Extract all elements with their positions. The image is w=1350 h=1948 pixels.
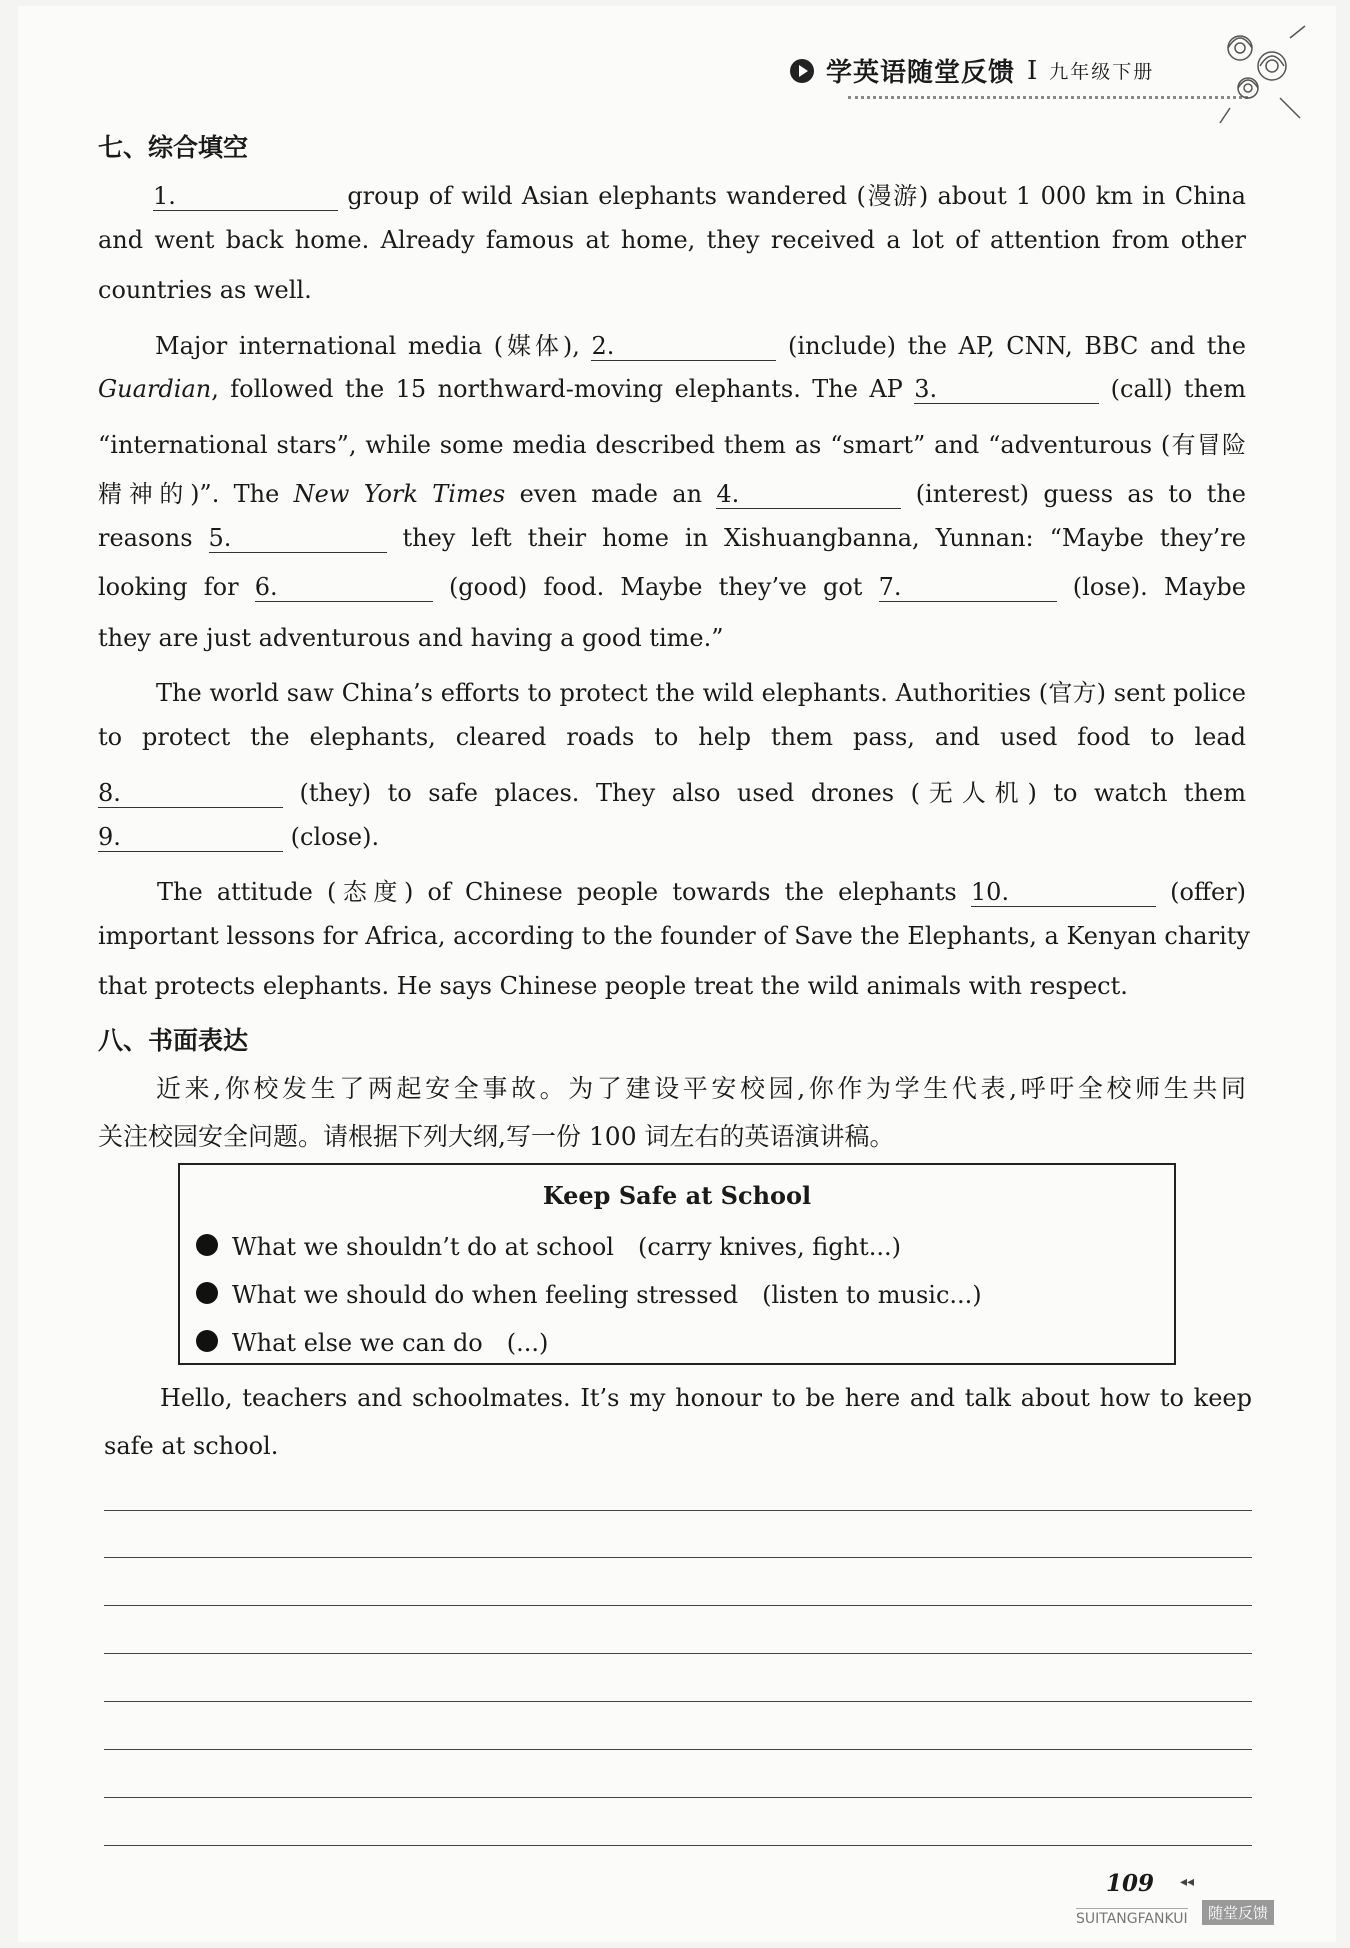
outline-bullet: What we shouldn’t do at school (carry knives, fight...) — [196, 1227, 901, 1262]
writing-line[interactable] — [104, 1701, 1252, 1702]
footer-brand-tag: 随堂反馈 — [1202, 1900, 1274, 1925]
answer-blank-5[interactable]: 5. — [209, 524, 387, 553]
writing-line[interactable] — [104, 1510, 1252, 1511]
play-icon — [790, 59, 814, 83]
answer-blank-7[interactable]: 7. — [879, 573, 1057, 602]
paragraph-line: “international stars”, while some media described them as “smart” and “adventurous (有冒险 — [98, 431, 1246, 459]
writing-line[interactable] — [104, 1557, 1252, 1558]
section-title-writing: 八、书面表达 — [98, 1026, 249, 1055]
writing-prompt-line: 关注校园安全问题。请根据下列大纲,写一份 100 词左右的英语演讲稿。 — [98, 1122, 895, 1151]
outline-bullet: What we should do when feeling stressed (listen to music...) — [196, 1275, 982, 1310]
grade-label: 九年级下册 — [1049, 61, 1155, 83]
answer-blank-6[interactable]: 6. — [255, 573, 433, 602]
writing-line[interactable] — [104, 1653, 1252, 1654]
paragraph-line: Major international media (媒体), 2. (include) the AP, CNN, BBC and the — [155, 332, 1246, 360]
paragraph-line: important lessons for Africa, according to the founder of Save the Elephants, a Kenyan charity — [98, 922, 1250, 950]
paragraph-line: 8. (they) to safe places. They also used drones (无人机) to watch them — [98, 779, 1246, 807]
paragraph-line: looking for 6. (good) food. Maybe they’ve got 7. (lose). Maybe — [98, 573, 1246, 601]
outline-box — [178, 1163, 1176, 1365]
flower-decoration-icon — [1210, 18, 1310, 128]
paragraph-line: The world saw China’s efforts to protect the wild elephants. Authorities (官方) sent police — [156, 679, 1246, 707]
answer-blank-8[interactable]: 8. — [98, 779, 283, 808]
outline-bullet: What else we can do (...) — [196, 1323, 548, 1358]
writing-prompt-line: 近来,你校发生了两起安全事故。为了建设平安校园,你作为学生代表,呼吁全校师生共同 — [156, 1074, 1246, 1103]
bullet-icon — [196, 1330, 218, 1352]
answer-blank-10[interactable]: 10. — [971, 878, 1156, 907]
writing-line[interactable] — [104, 1605, 1252, 1606]
bullet-icon — [196, 1282, 218, 1304]
answer-blank-1[interactable]: 1. — [153, 182, 338, 211]
paragraph-line: reasons 5. they left their home in Xishuangbanna, Yunnan: “Maybe they’re — [98, 524, 1246, 552]
paragraph-line: 9. (close). — [98, 823, 380, 851]
paragraph-line: Guardian, followed the 15 northward-moving elephants. The AP 3. (call) them — [98, 375, 1246, 403]
writing-line[interactable] — [104, 1749, 1252, 1750]
book-title: 学英语随堂反馈 — [826, 58, 1016, 88]
paragraph-line: 精神的)”. The New York Times even made an 4. (interest) guess as to the — [98, 480, 1246, 508]
outline-title: Keep Safe at School — [542, 1181, 812, 1210]
writing-line[interactable] — [104, 1797, 1252, 1798]
page-number: 109 — [1106, 1870, 1155, 1897]
answer-blank-9[interactable]: 9. — [98, 823, 283, 852]
bullet-icon — [196, 1234, 218, 1256]
answer-blank-3[interactable]: 3. — [914, 375, 1099, 404]
paragraph-line: countries as well. — [98, 276, 312, 304]
header — [790, 52, 1154, 89]
footer-brand-latin: SUITANGFANKUI — [1076, 1908, 1188, 1927]
paragraph-line: The attitude (态度) of Chinese people towards the elephants 10. (offer) — [157, 878, 1246, 906]
answer-blank-2[interactable]: 2. — [591, 332, 776, 361]
speech-opening-line: safe at school. — [104, 1432, 279, 1460]
title-separator: I — [1027, 55, 1038, 86]
paragraph-line: to protect the elephants, cleared roads to help them pass, and used food to lead — [98, 723, 1246, 751]
double-arrow-icon: ◂◂ — [1180, 1874, 1195, 1890]
paragraph-line: they are just adventurous and having a good time.” — [98, 624, 724, 652]
answer-blank-4[interactable]: 4. — [716, 480, 901, 509]
writing-line[interactable] — [104, 1845, 1252, 1846]
paragraph-line: that protects elephants. He says Chinese people treat the wild animals with respect. — [98, 972, 1128, 1000]
header-dotted-rule — [848, 96, 1248, 99]
speech-opening-line: Hello, teachers and schoolmates. It’s my honour to be here and talk about how to keep — [160, 1384, 1252, 1412]
paragraph-line: and went back home. Already famous at home, they received a lot of attention from other — [98, 226, 1246, 254]
section-title-cloze: 七、综合填空 — [98, 133, 249, 162]
paragraph-line: 1. group of wild Asian elephants wandered (漫游) about 1 000 km in China — [153, 182, 1246, 210]
